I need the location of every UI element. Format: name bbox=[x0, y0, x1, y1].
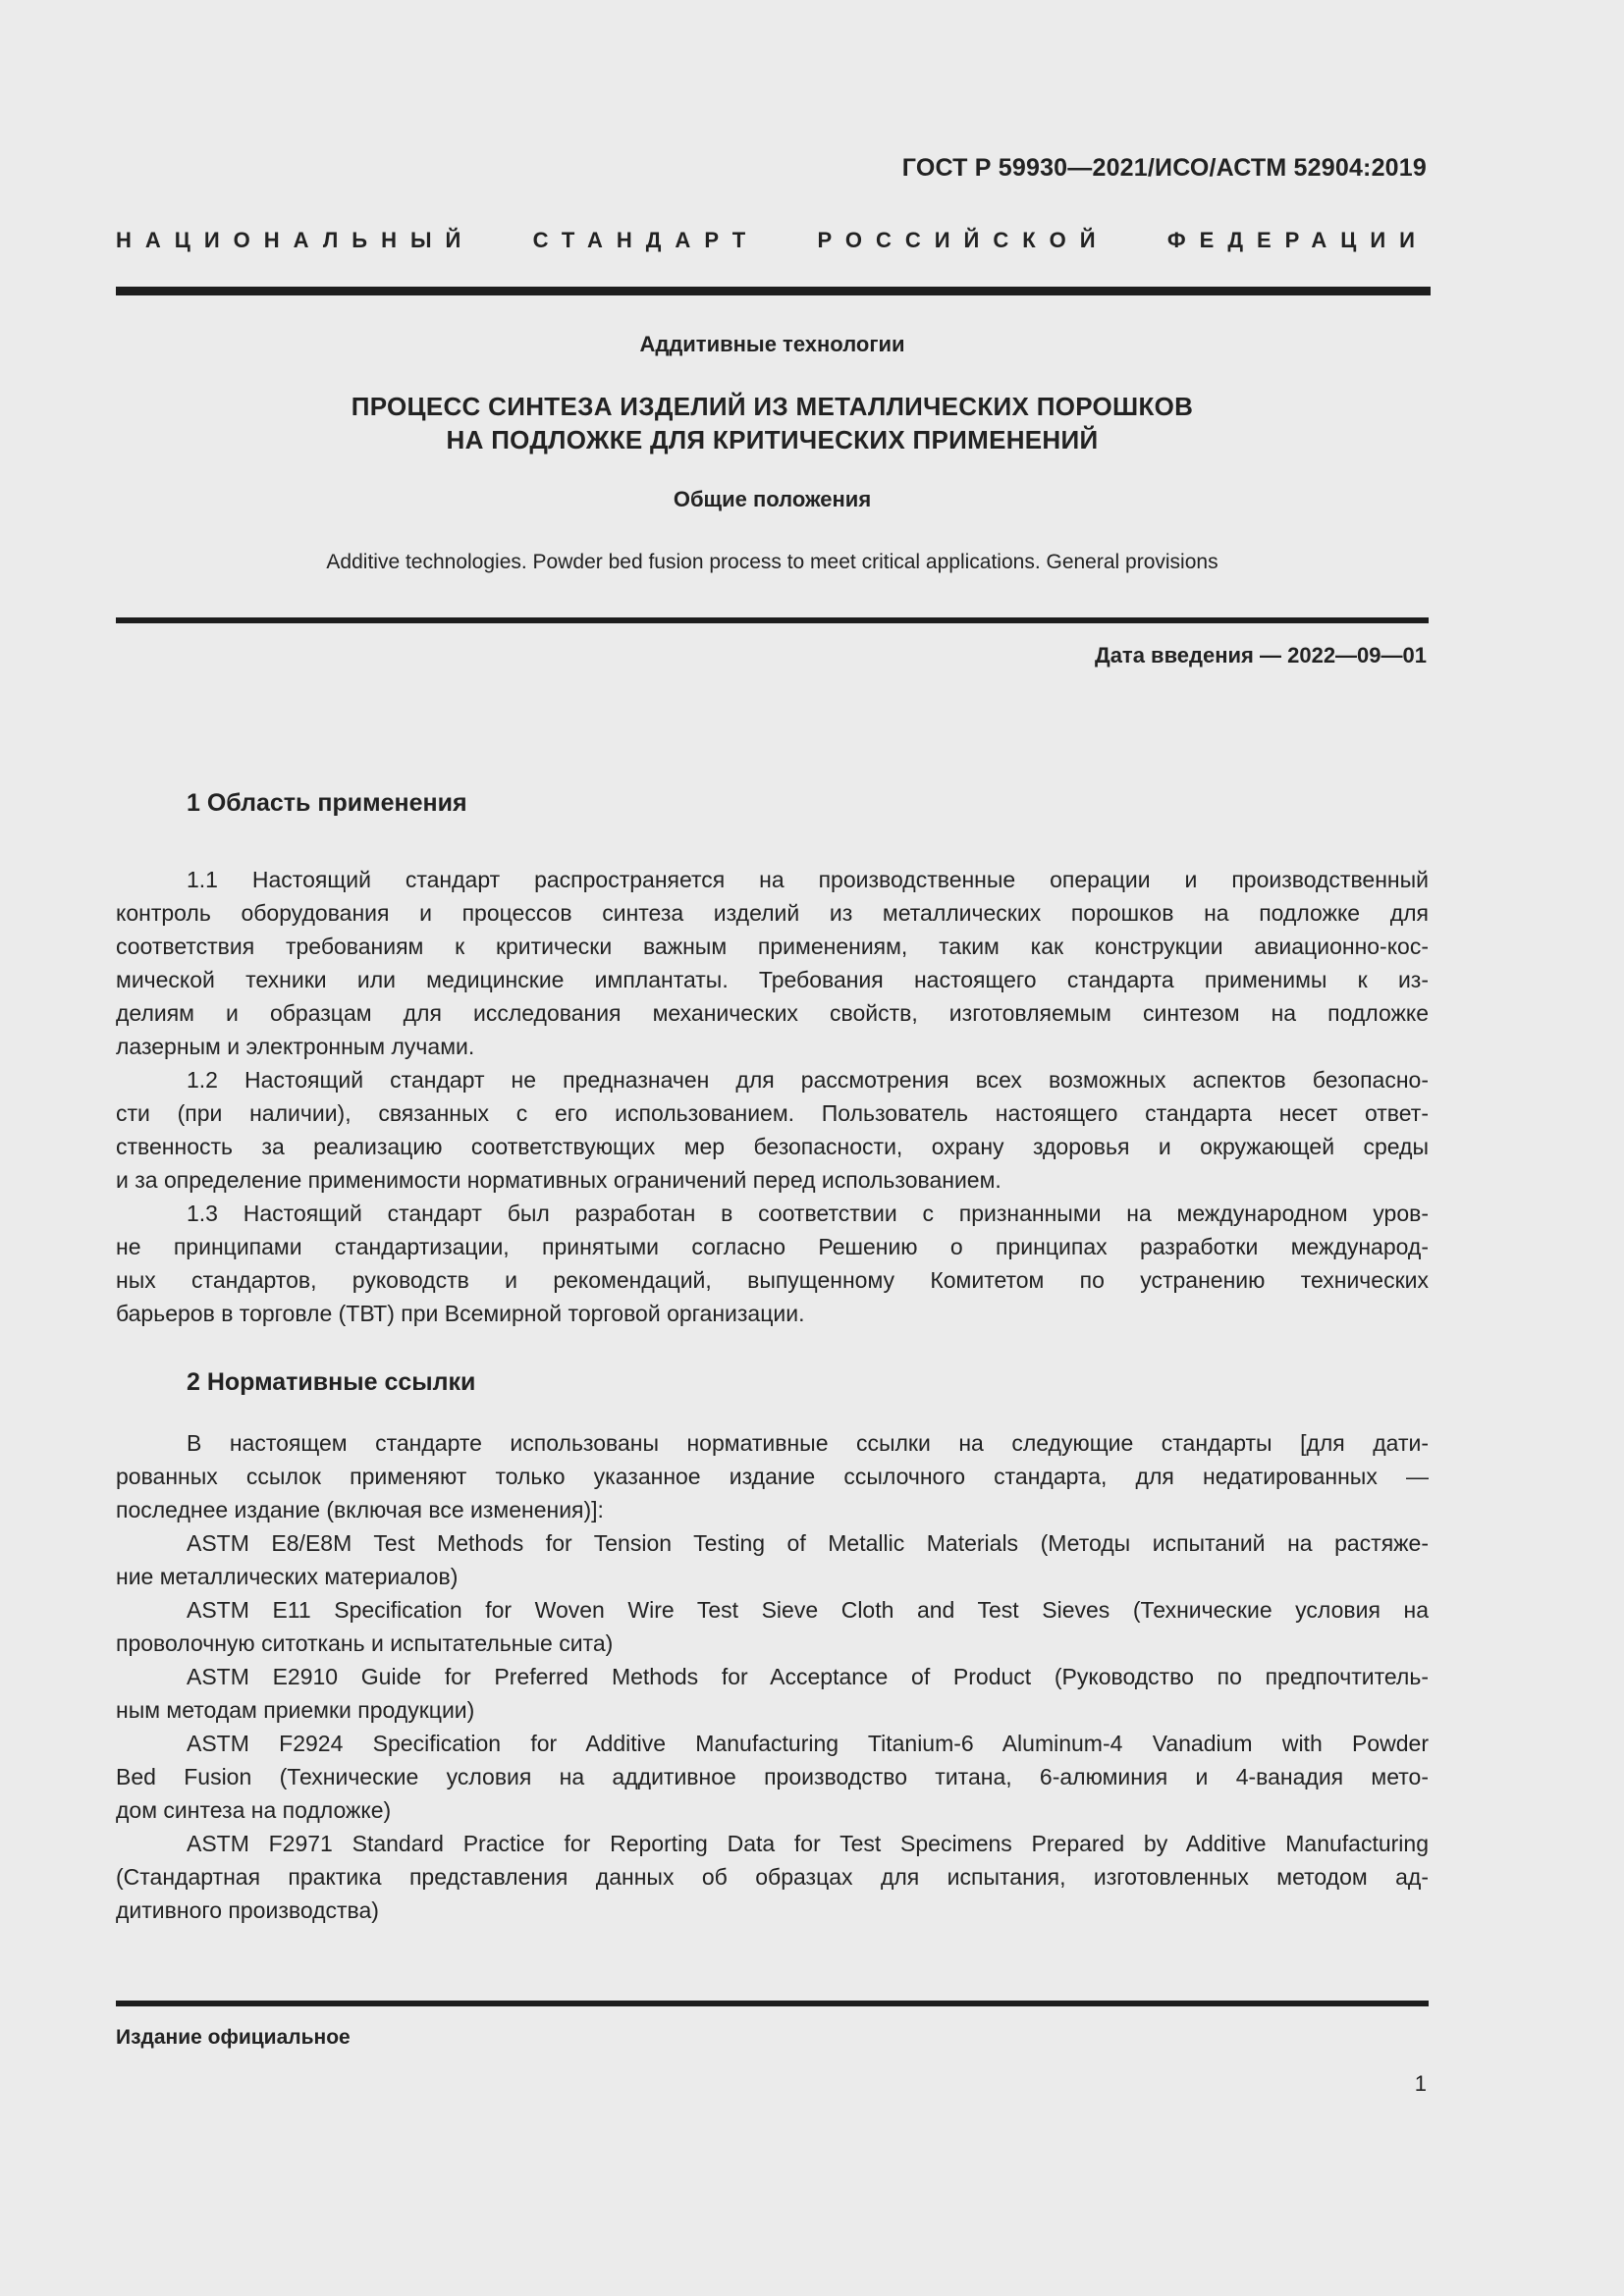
paragraph bbox=[116, 1197, 1429, 1330]
paragraph bbox=[116, 1660, 1429, 1727]
paragraph-line: ние металлических материалов) bbox=[116, 1564, 459, 1589]
paragraph bbox=[116, 1593, 1429, 1660]
paragraph bbox=[116, 1526, 1429, 1593]
paragraph-line: контроль оборудования и процессов синтеза изделий из металлических порошков на подложке для bbox=[116, 900, 1429, 926]
paragraph-line: рованных ссылок применяют только указанное издание ссылочного стандарта, для недатированных — bbox=[116, 1464, 1429, 1489]
paragraph-line: последнее издание (включая все изменения)]: bbox=[116, 1497, 604, 1522]
national-standard-banner: НАЦИОНАЛЬНЫЙ СТАНДАРТ РОССИЙСКОЙ ФЕДЕРАЦИИ bbox=[116, 228, 1429, 252]
edition-note: Издание официальное bbox=[116, 2026, 351, 2049]
standard-category: Аддитивные технологии bbox=[639, 332, 905, 356]
paragraph-line: проволочную ситоткань и испытательные сита) bbox=[116, 1630, 614, 1656]
footer-divider-rule bbox=[116, 2001, 1429, 2006]
paragraph-line: и за определение применимости нормативных ограничений перед использованием. bbox=[116, 1167, 1001, 1193]
paragraph-line: ASTM F2971 Standard Practice for Reporting Data for Test Specimens Prepared by Additive Manufacturing bbox=[187, 1831, 1429, 1856]
paragraph-line: дом синтеза на подложке) bbox=[116, 1797, 392, 1823]
paragraph-line: не принципами стандартизации, принятыми согласно Решению о принципах разработки международ- bbox=[116, 1234, 1429, 1259]
paragraph-line: 1.1 Настоящий стандарт распространяется на производственные операции и производственный bbox=[187, 867, 1429, 892]
paragraph-line: дитивного производства) bbox=[116, 1897, 379, 1923]
sections bbox=[116, 786, 1429, 1927]
paragraph bbox=[116, 1063, 1429, 1197]
effective-date: Дата введения — 2022—09—01 bbox=[1095, 643, 1427, 667]
paragraph-line: 1.2 Настоящий стандарт не предназначен для рассмотрения всех возможных аспектов безопасно- bbox=[187, 1067, 1429, 1093]
paragraph bbox=[116, 1727, 1429, 1827]
paragraph-line: Bed Fusion (Технические условия на аддитивное производство титана, 6-алюминия и 4-ванадия мето- bbox=[116, 1764, 1429, 1789]
standard-subtitle: Общие положения bbox=[673, 487, 872, 511]
paragraph-line: делиям и образцам для исследования механических свойств, изготовляемым синтезом на подложке bbox=[116, 1000, 1429, 1026]
paragraph bbox=[116, 863, 1429, 1063]
paragraph-line: лазерным и электронным лучами. bbox=[116, 1034, 475, 1059]
paragraph-line: ASTM F2924 Specification for Additive Manufacturing Titanium-6 Aluminum-4 Vanadium with Powder bbox=[187, 1731, 1429, 1756]
standard-title-line-1: ПРОЦЕСС СИНТЕЗА ИЗДЕЛИЙ ИЗ МЕТАЛЛИЧЕСКИХ ПОРОШКОВ bbox=[351, 392, 1194, 421]
standard-title-line-2: НА ПОДЛОЖКЕ ДЛЯ КРИТИЧЕСКИХ ПРИМЕНЕНИЙ bbox=[446, 425, 1099, 454]
paragraph-line: сти (при наличии), связанных с его использованием. Пользователь настоящего стандарта несет ответ- bbox=[116, 1100, 1429, 1126]
paragraph-line: В настоящем стандарте использованы нормативные ссылки на следующие стандарты [для дати- bbox=[187, 1430, 1429, 1456]
paragraph-line: барьеров в торговле (ТВТ) при Всемирной торговой организации. bbox=[116, 1301, 805, 1326]
paragraph-line: ASTM E11 Specification for Woven Wire Test Sieve Cloth and Test Sieves (Технические условия на bbox=[187, 1597, 1429, 1623]
header-divider-bar bbox=[116, 287, 1431, 295]
paragraph-line: (Стандартная практика представления данных об образцах для испытания, изготовленных методом ад- bbox=[116, 1864, 1429, 1890]
paragraph-line: 1.3 Настоящий стандарт был разработан в соответствии с признанными на международном уров- bbox=[187, 1201, 1429, 1226]
page-number: 1 bbox=[1414, 2071, 1427, 2096]
paragraph-line: ASTM E2910 Guide for Preferred Methods for Acceptance of Product (Руководство по предпочтитель- bbox=[187, 1664, 1429, 1689]
standard-code-header: ГОСТ Р 59930—2021/ИСО/АСТМ 52904:2019 bbox=[901, 154, 1427, 182]
standard-title-english: Additive technologies. Powder bed fusion process to meet critical applications. General provisions bbox=[326, 551, 1218, 573]
paragraph bbox=[116, 1426, 1429, 1526]
paragraph-line: ственность за реализацию соответствующих мер безопасности, охрану здоровья и окружающей среды bbox=[116, 1134, 1429, 1159]
paragraph bbox=[116, 1827, 1429, 1927]
section-heading: 2 Нормативные ссылки bbox=[187, 1368, 476, 1396]
paragraph-line: ных стандартов, руководств и рекомендаций, выпущенному Комитетом по устранению технических bbox=[116, 1267, 1429, 1293]
title-divider-rule bbox=[116, 617, 1429, 623]
paragraph-line: ASTM E8/E8M Test Methods for Tension Testing of Metallic Materials (Методы испытаний на растяже- bbox=[187, 1530, 1429, 1556]
section-heading: 1 Область применения bbox=[187, 789, 467, 817]
paragraph-line: соответствия требованиям к критически важным применениям, таким как конструкции авиационно-кос- bbox=[116, 934, 1429, 959]
paragraph-line: мической техники или медицинские имплантаты. Требования настоящего стандарта применимы к из- bbox=[116, 967, 1429, 992]
paragraph-line: ным методам приемки продукции) bbox=[116, 1697, 475, 1723]
